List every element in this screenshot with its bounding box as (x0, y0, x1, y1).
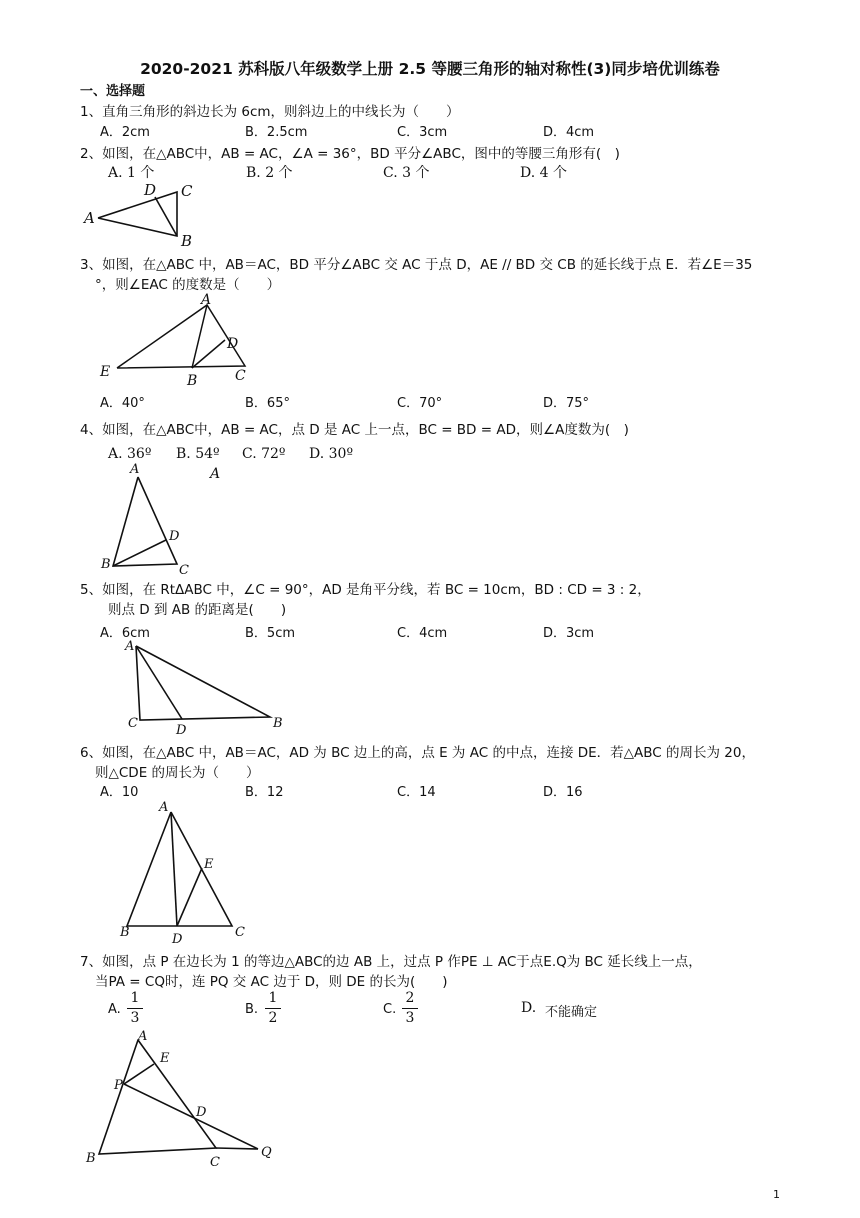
q2-option-d[interactable]: D. 4 个 (520, 165, 567, 181)
q2-option-b[interactable]: B. 2 个 (246, 165, 293, 181)
q7-label-b: B (86, 1151, 96, 1166)
q4-label-b: B (101, 557, 111, 572)
q3-label-d: D (227, 336, 239, 352)
q5-label-c: C (128, 716, 138, 731)
section-heading: 一、选择题 (80, 84, 146, 99)
q6-option-c[interactable]: C．14 (397, 785, 436, 800)
q4-label-c: C (179, 563, 189, 577)
q3-label-b: B (187, 373, 198, 389)
q7-option-c-numerator: 2 (405, 990, 415, 1006)
q3-option-a[interactable]: A．40° (100, 396, 145, 411)
q3-option-c[interactable]: C．70° (397, 396, 443, 411)
q7-option-d-letter[interactable]: D. (521, 1000, 537, 1016)
q7-option-c-denominator: 3 (405, 1010, 415, 1026)
q7-label-p: P (114, 1078, 123, 1093)
q5-option-a[interactable]: A．6cm (100, 626, 150, 641)
q7-label-d: D (196, 1105, 207, 1120)
q5-option-b[interactable]: B．5cm (245, 626, 296, 641)
page-number: 1 (773, 1188, 780, 1201)
q7-option-a-denominator: 3 (130, 1010, 140, 1026)
q7-option-b-denominator: 2 (268, 1010, 278, 1026)
q7-option-b-fraction[interactable] (265, 990, 281, 1027)
q3-figure (95, 290, 260, 390)
q3-label-c: C (235, 368, 246, 384)
q7-figure (80, 1030, 290, 1170)
q3-option-b[interactable]: B．65° (245, 396, 290, 411)
q7-stem-line2: 当PA = CQ时，连 PQ 交 AC 边于 D，则 DE 的长为( ) (95, 974, 448, 990)
q2-label-d: D (144, 181, 157, 199)
q3-stem-line1: 3、如图，在△ABC 中，AB＝AC，BD 平分∠ABC 交 AC 于点 D，AE // BD 交 CB 的延长线于点 E．若∠E＝35 (80, 257, 753, 273)
q5-label-a: A (125, 639, 135, 654)
q1-option-c[interactable]: C．3cm (397, 125, 448, 140)
q7-option-d-text[interactable]: 不能确定 (545, 1005, 598, 1020)
q4-stray-label: A (210, 466, 221, 482)
q7-label-c: C (210, 1155, 220, 1170)
q5-figure (120, 638, 290, 738)
q6-option-b[interactable]: B．12 (245, 785, 284, 800)
q2-label-a: A (84, 209, 95, 227)
q7-label-e: E (160, 1051, 170, 1066)
q2-option-c[interactable]: C. 3 个 (383, 165, 430, 181)
q6-label-b: B (120, 925, 130, 940)
q7-option-a-letter[interactable]: A. (108, 1002, 121, 1017)
q6-option-a[interactable]: A．10 (100, 785, 139, 800)
q3-stem-line2: °，则∠EAC 的度数是（ ） (95, 277, 281, 293)
q5-label-d: D (176, 723, 187, 738)
q7-label-q: Q (261, 1145, 272, 1160)
q1-option-b[interactable]: B．2.5cm (245, 125, 308, 140)
q2-figure (80, 180, 200, 250)
q7-option-a-numerator: 1 (130, 990, 140, 1006)
q2-stem: 2、如图，在△ABC中，AB = AC，∠A = 36°，BD 平分∠ABC，图中的等腰三角形有( ) (80, 146, 620, 162)
q6-stem-line1: 6、如图，在△ABC 中，AB＝AC，AD 为 BC 边上的高，点 E 为 AC 的中点，连接 DE．若△ABC 的周长为 20， (80, 745, 755, 761)
q6-label-a: A (159, 800, 169, 815)
q4-option-d[interactable]: D. 30º (309, 446, 354, 462)
q6-label-c: C (235, 925, 245, 940)
q3-label-a: A (201, 292, 212, 308)
q6-option-d[interactable]: D．16 (543, 785, 583, 800)
q4-label-d: D (169, 529, 180, 544)
q4-option-b[interactable]: B. 54º (176, 446, 220, 462)
q6-stem-line2: 则△CDE 的周长为（ ） (95, 765, 260, 781)
q1-option-a[interactable]: A．2cm (100, 125, 150, 140)
q6-label-d: D (172, 932, 183, 945)
q5-stem-line1: 5、如图，在 RtΔABC 中，∠C = 90°，AD 是角平分线，若 BC = 10cm，BD : CD = 3 : 2， (80, 582, 651, 598)
q5-option-d[interactable]: D．3cm (543, 626, 595, 641)
q2-label-b: B (181, 232, 193, 250)
q1-stem: 1、直角三角形的斜边长为 6cm，则斜边上的中线长为（ ） (80, 104, 460, 120)
q4-option-c[interactable]: C. 72º (242, 446, 286, 462)
q7-option-b-numerator: 1 (268, 990, 278, 1006)
q2-option-a[interactable]: A. 1 个 (108, 165, 155, 181)
q5-stem-line2: 则点 D 到 AB 的距离是( ) (108, 602, 287, 618)
page-title: 2020-2021 苏科版八年级数学上册 2.5 等腰三角形的轴对称性(3)同步培优训练卷 (140, 60, 720, 78)
q7-option-c-letter[interactable]: C. (383, 1002, 397, 1017)
q3-label-e: E (100, 364, 111, 380)
q4-figure (95, 462, 205, 577)
q6-label-e: E (204, 857, 214, 872)
q4-stem: 4、如图，在△ABC中，AB = AC，点 D 是 AC 上一点，BC = BD = AD，则∠A度数为( ) (80, 422, 629, 438)
q7-stem-line1: 7、如图，点 P 在边长为 1 的等边△ABC的边 AB 上，过点 P 作PE ⊥ AC于点E.Q为 BC 延长线上一点， (80, 954, 702, 970)
q7-option-b-letter[interactable]: B. (245, 1002, 259, 1017)
q6-figure (105, 800, 255, 945)
q2-label-c: C (181, 182, 193, 200)
q4-label-a: A (130, 462, 140, 477)
q7-option-c-fraction[interactable] (402, 990, 418, 1027)
q3-option-d[interactable]: D．75° (543, 396, 590, 411)
q7-label-a: A (138, 1030, 148, 1044)
q7-option-a-fraction[interactable] (127, 990, 143, 1027)
q5-label-b: B (273, 716, 283, 731)
q1-option-d[interactable]: D．4cm (543, 125, 595, 140)
q4-option-a[interactable]: A. 36º (108, 446, 152, 462)
q5-option-c[interactable]: C．4cm (397, 626, 448, 641)
